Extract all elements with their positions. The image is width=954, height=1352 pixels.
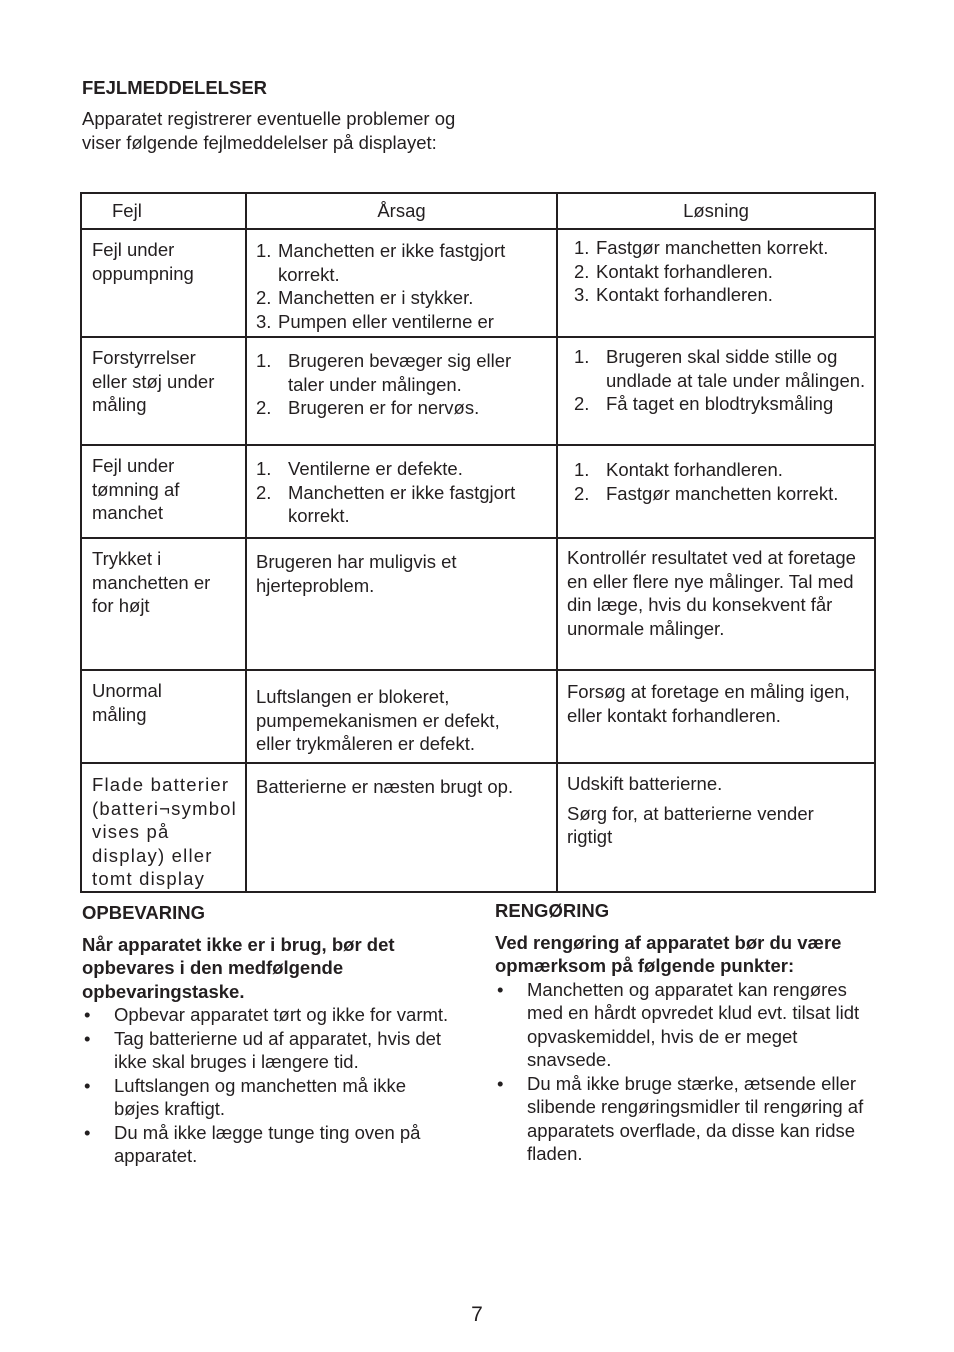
column-header-cause: Årsag bbox=[246, 193, 557, 229]
list-item: • Du må ikke bruge stærke, ætsende eller slibende rengøringsmidler til rengøring af apparatets overflade, da disse kan ridse fladen. bbox=[495, 1072, 875, 1166]
fault-cell: Flade batterier (batteri¬symbol vises på display) eller tomt display bbox=[92, 774, 237, 889]
list-item: 3. Kontakt forhandleren. bbox=[574, 284, 773, 305]
solution-cell: Forsøg at foretage en måling igen, eller kontakt forhandleren. bbox=[567, 681, 850, 726]
list-item: 2. Brugeren er for nervøs. bbox=[256, 397, 480, 418]
list-item: 1. Ventilerne er defekte. bbox=[256, 458, 463, 479]
list-item: 2. Fastgør manchetten korrekt. bbox=[574, 482, 839, 504]
solution-cell: Kontrollér resultatet ved at foretage en eller flere nye målinger. Tal med din læge, hvis du konsekvent får unormale målinger. bbox=[567, 547, 856, 639]
list-item: 1. Brugeren skal sidde stille og undlade at tale under målingen. bbox=[574, 346, 866, 391]
list-item: • Du må ikke lægge tunge ting oven på apparatet. bbox=[82, 1121, 452, 1168]
table-row bbox=[81, 337, 875, 445]
storage-section bbox=[82, 901, 452, 1168]
table-row bbox=[81, 538, 875, 670]
cause-cell: Brugeren har muligvis et hjerteproblem. bbox=[256, 551, 457, 596]
list-item: • Opbevar apparatet tørt og ikke for varmt. bbox=[82, 1003, 452, 1027]
fault-cell: Trykket i manchetten er for højt bbox=[92, 548, 211, 616]
cause-list bbox=[256, 349, 548, 420]
cause-cell: Batterierne er næsten brugt op. bbox=[256, 776, 514, 797]
table-row bbox=[81, 670, 875, 763]
list-item: 2. Kontakt forhandleren. bbox=[574, 260, 773, 282]
list-item: 1. Kontakt forhandleren. bbox=[574, 459, 783, 480]
storage-lead: Når apparatet ikke er i brug, bør det opbevares i den medfølgende opbevaringstaske. bbox=[82, 933, 395, 1002]
table-header-row bbox=[81, 193, 875, 229]
section-title-error-messages: FEJLMEDDELELSER bbox=[82, 77, 268, 98]
fault-cell: Fejl under oppumpning bbox=[92, 239, 194, 284]
storage-list bbox=[82, 1003, 452, 1168]
cleaning-title: RENGØRING bbox=[495, 900, 610, 921]
list-item: 1. Manchetten er ikke fastgjort korrekt. bbox=[256, 240, 506, 285]
list-item: 2. Manchetten er i stykker. bbox=[256, 287, 474, 308]
list-item: 3. Pumpen eller ventilerne er bbox=[256, 310, 494, 332]
error-table bbox=[80, 192, 876, 893]
list-item: 2. Få taget en blodtryksmåling bbox=[574, 393, 834, 414]
column-header-solution: Løsning bbox=[557, 193, 875, 229]
list-item: 2. Manchetten er ikke fastgjort korrekt. bbox=[256, 481, 516, 526]
cleaning-lead: Ved rengøring af apparatet bør du være opmærksom på følgende punkter: bbox=[495, 931, 842, 976]
list-item: • Manchetten og apparatet kan rengøres med en hårdt opvredet klud evt. tilsat lidt opvaskemiddel, hvis de er meget snavsede. bbox=[495, 978, 875, 1072]
solution-cell: Udskift batterierne. Sørg for, at batterierne vender rigtigt bbox=[567, 773, 814, 847]
table-row bbox=[81, 763, 875, 892]
cleaning-section bbox=[495, 899, 875, 1166]
fault-cell: Fejl under tømning af manchet bbox=[92, 455, 180, 523]
cause-cell: Luftslangen er blokeret, pumpemekanismen er defekt, eller trykmåleren er defekt. bbox=[256, 686, 500, 754]
column-header-fault: Fejl bbox=[81, 193, 246, 229]
table-row bbox=[81, 445, 875, 538]
intro-text: Apparatet registrerer eventuelle problemer og viser følgende fejlmeddelelser på displayet: bbox=[82, 108, 456, 153]
solution-list bbox=[574, 345, 866, 416]
list-item: 1. Brugeren bevæger sig eller taler under målingen. bbox=[256, 350, 512, 395]
cleaning-list bbox=[495, 978, 875, 1166]
solution-list bbox=[574, 458, 866, 505]
cause-list bbox=[256, 457, 548, 528]
page-number: 7 bbox=[471, 1303, 483, 1326]
fault-cell: Forstyrrelser eller støj under måling bbox=[92, 347, 215, 415]
cause-list bbox=[256, 239, 548, 333]
storage-title: OPBEVARING bbox=[82, 902, 206, 923]
list-item: 1. Fastgør manchetten korrekt. bbox=[574, 237, 829, 258]
solution-list bbox=[574, 236, 866, 307]
table-row bbox=[81, 229, 875, 337]
list-item: • Tag batterierne ud af apparatet, hvis det ikke skal bruges i længere tid. bbox=[82, 1027, 452, 1074]
fault-cell: Unormal måling bbox=[92, 680, 162, 725]
list-item: • Luftslangen og manchetten må ikke bøjes kraftigt. bbox=[82, 1074, 452, 1121]
